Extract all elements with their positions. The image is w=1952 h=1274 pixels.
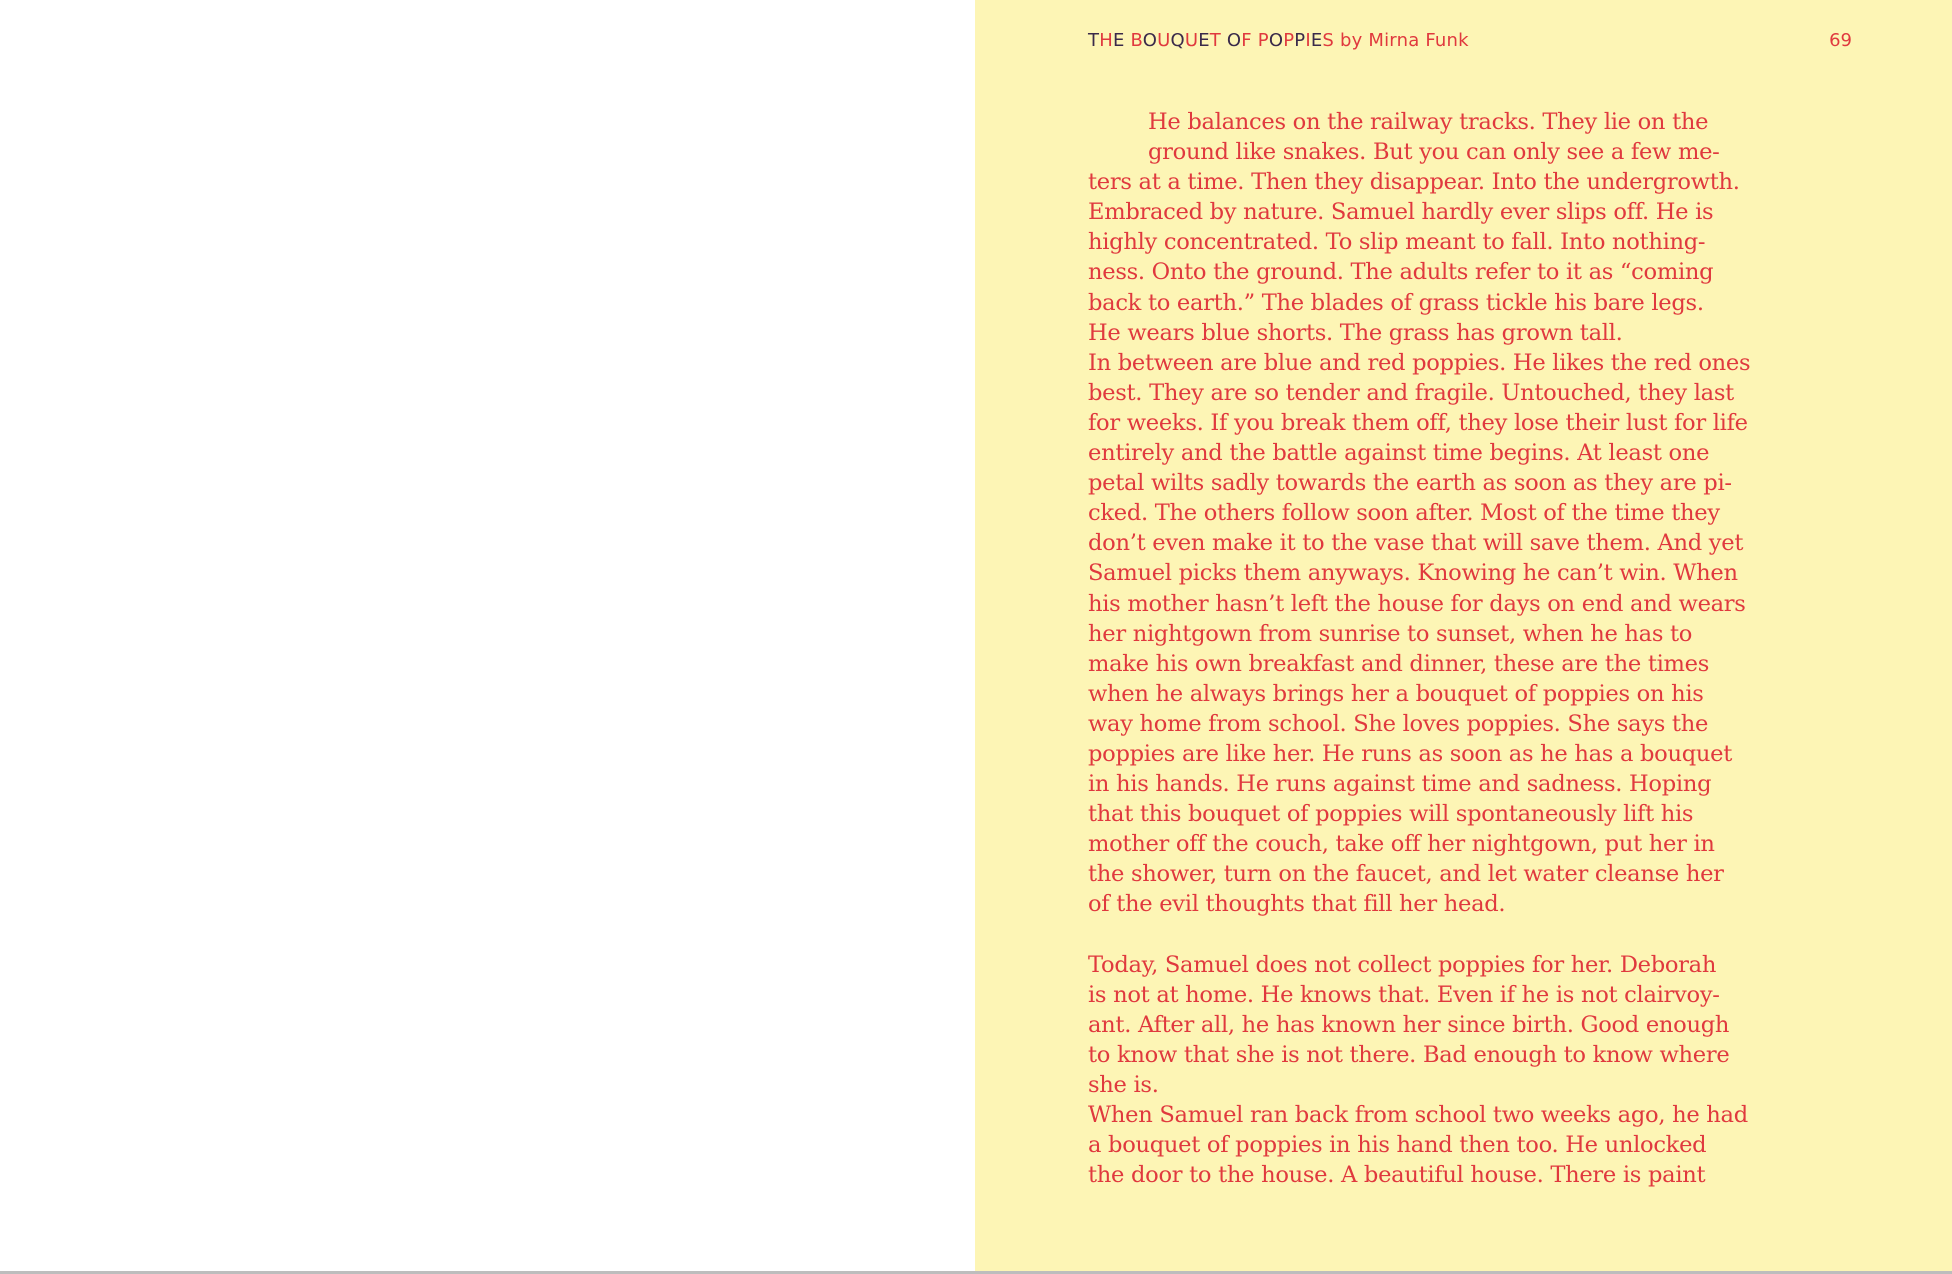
- text-line: Today, Samuel does not collect poppies for her. Deborah: [1088, 951, 1717, 978]
- title-letter: O: [1142, 30, 1158, 51]
- page-number: 69: [1829, 30, 1852, 51]
- text-line: poppies are like her. He runs as soon as he has a bouquet: [1088, 740, 1732, 767]
- text-line: mother off the couch, take off her nightgown, put her in: [1088, 831, 1715, 858]
- title-letter: I: [1305, 30, 1311, 51]
- title-letter: Q: [1170, 30, 1185, 51]
- title-letter: E: [1112, 30, 1125, 51]
- left-page-blank: [0, 0, 975, 1272]
- author-byline: by Mirna Funk: [1334, 30, 1469, 51]
- text-line: In between are blue and red poppies. He likes the red ones: [1088, 349, 1751, 376]
- title-letter: F: [1241, 30, 1252, 51]
- story-text: [1088, 107, 1788, 1190]
- title-letter: P: [1283, 30, 1295, 51]
- text-line: a bouquet of poppies in his hand then too. He unlocked: [1088, 1132, 1707, 1159]
- text-line: make his own breakfast and dinner, these are the times: [1088, 650, 1710, 677]
- text-line: petal wilts sadly towards the earth as soon as they are pi-: [1088, 470, 1732, 497]
- title-letter: E: [1310, 30, 1323, 51]
- text-line: back to earth.” The blades of grass tickle his bare legs.: [1088, 289, 1704, 316]
- text-line: when he always brings her a bouquet of poppies on his: [1088, 680, 1704, 707]
- text-line: When Samuel ran back from school two weeks ago, he had: [1088, 1102, 1748, 1129]
- text-line: don’t even make it to the vase that will save them. And yet: [1088, 530, 1744, 557]
- text-line: Samuel picks them anyways. Knowing he can’t win. When: [1088, 560, 1738, 587]
- text-line: that this bouquet of poppies will spontaneously lift his: [1088, 801, 1694, 828]
- title-letter: E: [1198, 30, 1210, 51]
- text-line: is not at home. He knows that. Even if he is not clairvoy-: [1088, 981, 1720, 1008]
- book-title: [1088, 30, 1334, 51]
- text-line: ters at a time. Then they disappear. Into the undergrowth.: [1088, 169, 1740, 196]
- text-line: ness. Onto the ground. The adults refer to it as “coming: [1088, 259, 1714, 286]
- text-line: ant. After all, he has known her since birth. Good enough: [1088, 1011, 1730, 1038]
- title-letter: H: [1099, 30, 1113, 51]
- right-page: [975, 0, 1952, 1272]
- text-line: Embraced by nature. Samuel hardly ever slips off. He is: [1088, 199, 1714, 226]
- title-letter: P: [1257, 30, 1269, 51]
- title-letter: T: [1088, 30, 1100, 51]
- text-line: she is.: [1088, 1072, 1159, 1098]
- text-line: He balances on the railway tracks. They lie on the: [1148, 109, 1709, 135]
- title-letter: U: [1157, 30, 1171, 51]
- title-letter: O: [1268, 30, 1284, 51]
- text-line: his mother hasn’t left the house for days on end and wears: [1088, 590, 1746, 617]
- text-line: highly concentrated. To slip meant to fall. Into nothing-: [1088, 229, 1706, 256]
- text-line: to know that she is not there. Bad enough to know where: [1088, 1041, 1730, 1068]
- text-line: the door to the house. A beautiful house. There is paint: [1088, 1162, 1706, 1189]
- text-line: the shower, turn on the faucet, and let water cleanse her: [1088, 861, 1724, 888]
- text-line: He wears blue shorts. The grass has grown tall.: [1088, 319, 1623, 346]
- text-line: for weeks. If you break them off, they lose their lust for life: [1088, 409, 1748, 436]
- text-line: ground like snakes. But you can only see a few me-: [1148, 139, 1720, 166]
- text-line: best. They are so tender and fragile. Untouched, they last: [1088, 379, 1734, 406]
- title-letter: P: [1294, 30, 1306, 51]
- paragraph-gap: [1088, 920, 1788, 950]
- text-line: way home from school. She loves poppies. She says the: [1088, 710, 1709, 737]
- text-line: of the evil thoughts that fill her head.: [1088, 891, 1506, 918]
- title-letter: S: [1322, 30, 1335, 51]
- title-letter: T: [1209, 30, 1221, 51]
- text-line: her nightgown from sunrise to sunset, when he has to: [1088, 620, 1693, 647]
- title-letter: B: [1130, 30, 1143, 51]
- running-header: [1088, 30, 1469, 51]
- title-letter: O: [1226, 30, 1242, 51]
- text-line: cked. The others follow soon after. Most of the time they: [1088, 500, 1720, 527]
- text-line: entirely and the battle against time begins. At least one: [1088, 440, 1710, 467]
- title-letter: U: [1184, 30, 1199, 51]
- text-line: in his hands. He runs against time and sadness. Hoping: [1088, 771, 1712, 798]
